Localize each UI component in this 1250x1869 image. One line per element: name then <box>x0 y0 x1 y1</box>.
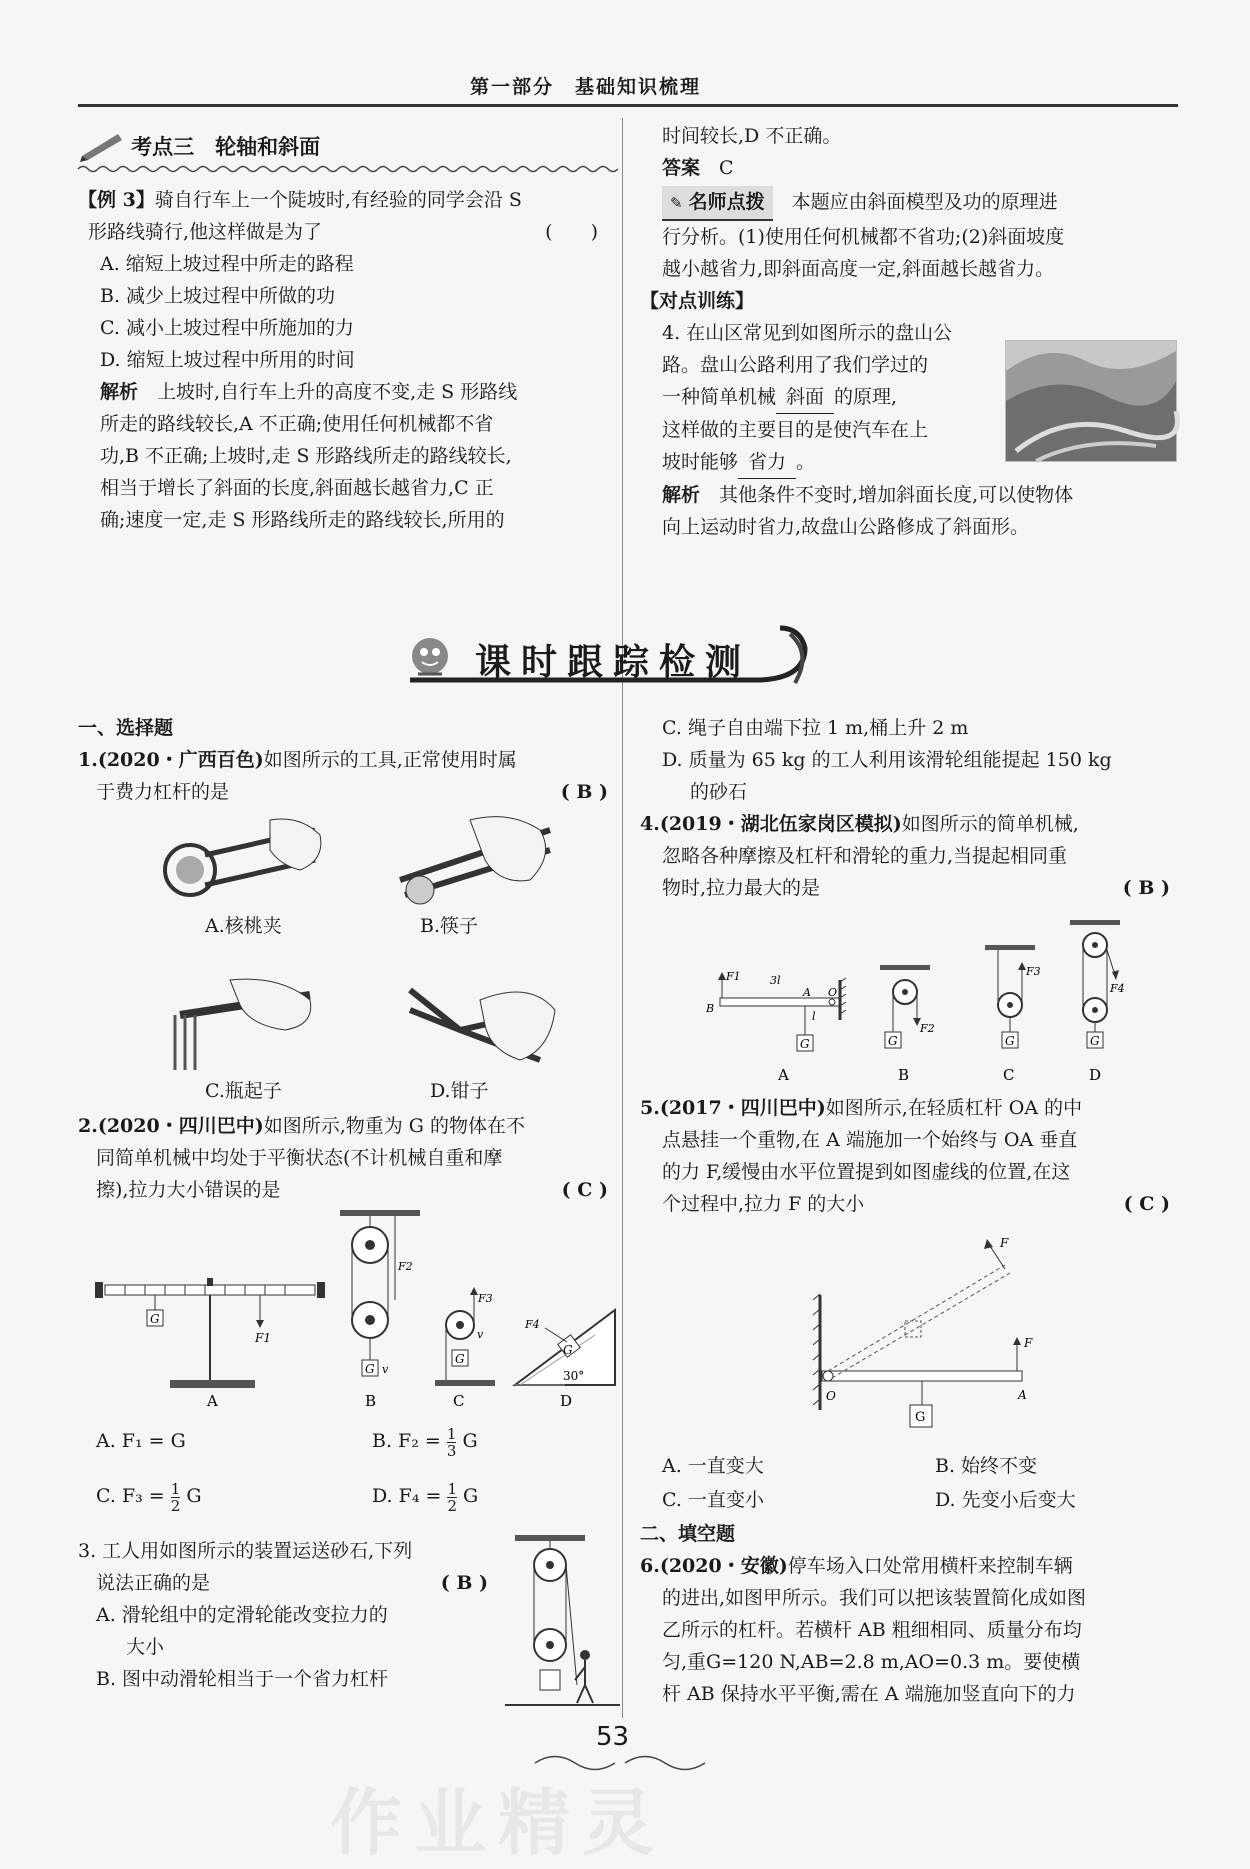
q3-option-d-2: 的砂石 <box>690 781 748 803</box>
q5-option-a: A. 一直变大 <box>662 1455 764 1477</box>
q5-option-d: D. 先变小后变大 <box>935 1489 1076 1511</box>
column-divider <box>622 118 623 1718</box>
q4-line-3: 物时,拉力最大的是 <box>662 877 821 899</box>
nutcracker-image <box>150 810 330 910</box>
q4-b-weight: G <box>888 1034 898 1048</box>
q2-figure <box>95 1210 625 1410</box>
q6-line-4: 匀,重G=120 N,AB=2.8 m,AO=0.3 m。要使横 <box>662 1651 1081 1673</box>
q6-line-1: 停车场入口处常用横杆来控制车辆 <box>787 1555 1073 1577</box>
q4-fig-d <box>1070 920 1125 1084</box>
tips-tag: 名师点拨 <box>688 191 765 213</box>
example3-option-a: A. 缩短上坡过程中所走的路程 <box>100 253 354 275</box>
q5-source: 5.(2017・四川巴中) <box>640 1097 826 1119</box>
example3-q2: 形路线骑行,他这样做是为了 <box>88 221 323 243</box>
training-q4-e-post: 。 <box>796 451 816 473</box>
q2-source: 2.(2020・四川巴中) <box>78 1115 264 1137</box>
q5-line-3: 的力 F,缓慢由水平位置提到如图虚线的位置,在这 <box>662 1161 1071 1183</box>
q2-option-b-frac <box>447 1426 457 1459</box>
q2-c-force: F3 <box>478 1292 493 1305</box>
q1-label-a: A.核桃夹 <box>205 915 282 937</box>
page-number: 53 <box>596 1722 630 1752</box>
chopsticks-image <box>390 810 560 910</box>
section-title: 课时跟踪检测 <box>475 641 752 683</box>
q3-option-c: C. 绳子自由端下拉 1 m,桶上升 2 m <box>662 717 969 739</box>
q2-fig-d <box>515 1310 615 1410</box>
q5-force-f: F <box>1024 1336 1033 1350</box>
q1-label-c: C.瓶起子 <box>205 1080 282 1102</box>
q2-fig-d-label: D <box>560 1392 573 1410</box>
q4-d-force: F4 <box>1110 982 1125 995</box>
pencil-icon <box>78 128 126 164</box>
example3-analysis-3: 功,B 不正确;上坡时,走 S 形路线所走的路线较长, <box>100 445 512 467</box>
q4-d-weight: G <box>1090 1034 1100 1048</box>
q4-fig-a-label: A <box>778 1066 789 1084</box>
q4-figure <box>700 920 1125 1090</box>
training-q4-c-post: 的原理, <box>834 386 898 408</box>
example3-analysis-tag: 解析 <box>100 381 139 403</box>
q4-a-point-b: B <box>706 1002 715 1015</box>
q1-answer: ( B ) <box>560 781 608 803</box>
q1-line-2: 于费力杠杆的是 <box>96 781 230 803</box>
q4-c-force: F3 <box>1026 965 1041 978</box>
training-blank-2: 省力 <box>738 446 796 479</box>
q2-answer: ( C ) <box>561 1179 608 1201</box>
q5-option-c: C. 一直变小 <box>662 1489 764 1511</box>
q1-line-1: 如图所示的工具,正常使用时属 <box>263 749 517 771</box>
right-top-block <box>640 120 1180 543</box>
training-tag: 【对点训练】 <box>640 290 755 312</box>
example3-answer: C <box>719 157 734 179</box>
q3-option-d-1: D. 质量为 65 kg 的工人利用该滑轮组能提起 150 kg <box>662 749 1112 771</box>
section3-title: 考点三 轮轴和斜面 <box>131 134 321 159</box>
q2-option-d-den: 2 <box>447 1496 457 1515</box>
example3-analysis-1: 上坡时,自行车上升的高度不变,走 S 形路线 <box>157 381 518 403</box>
pliers-image <box>400 970 560 1080</box>
training-q4-c-pre: 一种简单机械 <box>662 386 777 408</box>
q2-option-c <box>96 1480 202 1514</box>
q1-label-b: B.筷子 <box>420 915 479 937</box>
training-blank-1: 斜面 <box>776 381 834 414</box>
example3-q1: 骑自行车上一个陡坡时,有经验的同学会沿 S <box>154 189 522 211</box>
q4-a-arm: l <box>812 1010 816 1023</box>
q5-force-f-top: F <box>1000 1236 1009 1250</box>
q5-lever-figure <box>810 1235 1070 1440</box>
q2-a-force: F1 <box>255 1331 271 1345</box>
tips-line-2: 行分析。(1)使用任何机械都不省功;(2)斜面坡度 <box>662 226 1065 248</box>
q5-block <box>640 1092 1180 1220</box>
q4-a-point-a: A <box>803 986 811 999</box>
q2-fig-c <box>435 1287 495 1410</box>
q2-line-1: 如图所示,物重为 G 的物体在不 <box>263 1115 526 1137</box>
q5-point-o: O <box>826 1389 836 1403</box>
part2-heading: 二、填空题 <box>640 1523 736 1545</box>
q5-option-b: B. 始终不变 <box>935 1455 1038 1477</box>
q3-option-a-2: 大小 <box>126 1636 165 1658</box>
q4-line-2: 忽略各种摩擦及杠杆和滑轮的重力,当提起相同重 <box>662 845 1068 867</box>
q2-option-c-post: G <box>186 1485 202 1507</box>
q5-answer: ( C ) <box>1123 1193 1170 1215</box>
example3-option-d: D. 缩短上坡过程中所用的时间 <box>100 349 355 371</box>
q2-option-a: A. F₁ = G <box>96 1430 186 1452</box>
q4-source: 4.(2019・湖北伍家岗区模拟) <box>640 813 902 835</box>
training-q4-e-pre: 坡时能够 <box>662 451 739 473</box>
q6-line-5: 杆 AB 保持水平平衡,需在 A 端施加竖直向下的力 <box>662 1683 1076 1705</box>
q2-option-b-pre: B. F₂ = <box>372 1430 441 1452</box>
q2-line-3: 擦),拉力大小错误的是 <box>96 1179 281 1201</box>
q5-point-a: A <box>1018 1388 1027 1402</box>
example3-tag: 【例 3】 <box>78 189 155 211</box>
q2-option-c-num: 1 <box>170 1479 181 1498</box>
q2-block <box>78 1110 618 1206</box>
q3-block <box>78 1535 498 1695</box>
training-analysis-2: 向上运动时省力,故盘山公路修成了斜面形。 <box>662 516 1030 538</box>
part2-block <box>640 1518 1180 1710</box>
q3-line-2: 说法正确的是 <box>96 1572 211 1594</box>
q6-line-2: 的进出,如图甲所示。我们可以把该装置简化成如图 <box>662 1587 1087 1609</box>
q3-option-a-1: A. 滑轮组中的定滑轮能改变拉力的 <box>96 1604 388 1626</box>
watermark: 作业精灵 <box>330 1780 667 1865</box>
q4-a-force: F1 <box>726 970 741 983</box>
part1-heading: 一、选择题 <box>78 717 174 739</box>
q2-fig-b-label: B <box>365 1392 377 1410</box>
tips-line-3: 越小越省力,即斜面高度一定,斜面越长越省力。 <box>662 258 1055 280</box>
example3-analysis-6: 时间较长,D 不正确。 <box>662 125 842 147</box>
training-analysis-tag: 解析 <box>662 484 701 506</box>
q4-a-length: 3l <box>770 974 781 987</box>
q4-a-weight: G <box>800 1037 810 1051</box>
q4-b-force: F2 <box>920 1022 935 1035</box>
q4-answer: ( B ) <box>1122 877 1170 899</box>
q2-c-velocity: v <box>477 1328 484 1341</box>
q2-b-force: F2 <box>398 1260 413 1273</box>
q2-option-d-frac <box>447 1481 457 1514</box>
section3-heading <box>78 128 320 164</box>
q3-answer: ( B ) <box>440 1572 488 1594</box>
wave-divider <box>78 164 618 174</box>
q2-fig-a-label: A <box>207 1392 218 1410</box>
bottle-opener-image <box>170 975 320 1075</box>
example3-analysis-4: 相当于增长了斜面的长度,斜面越长越省力,C 正 <box>100 477 494 499</box>
q5-line-2: 点悬挂一个重物,在 A 端施加一个始终与 OA 垂直 <box>662 1129 1078 1151</box>
q3-pulley-figure <box>505 1535 620 1710</box>
q5-line-1: 如图所示,在轻质杠杆 OA 的中 <box>825 1097 1083 1119</box>
q5-weight: G <box>915 1410 926 1425</box>
q2-option-b-num: 1 <box>446 1424 457 1443</box>
q1-source: 1.(2020・广西百色) <box>78 749 264 771</box>
q2-fig-a <box>95 1278 325 1410</box>
section-band <box>400 628 820 688</box>
q2-option-b-post: G <box>462 1430 478 1452</box>
example3-option-c: C. 减小上坡过程中所施加的力 <box>100 317 354 339</box>
q2-d-angle: 30° <box>563 1369 585 1383</box>
q2-b-velocity: v <box>382 1363 389 1376</box>
q2-d-weight: G <box>563 1343 573 1357</box>
q5-line-4: 个过程中,拉力 F 的大小 <box>662 1193 865 1215</box>
page-header: 第一部分 基础知识梳理 <box>470 76 702 98</box>
example3-answer-tag: 答案 <box>662 157 701 179</box>
q2-fig-c-label: C <box>453 1392 465 1410</box>
right-lower-block <box>640 712 1180 904</box>
q4-a-point-o: O <box>828 986 838 999</box>
q4-line-1: 如图所示的简单机械, <box>901 813 1079 835</box>
q2-option-b <box>372 1425 478 1459</box>
q4-c-weight: G <box>1005 1034 1015 1048</box>
q2-option-d-pre: D. F₄ = <box>372 1485 442 1507</box>
q2-d-force: F4 <box>525 1318 540 1331</box>
q2-a-weight: G <box>150 1312 160 1326</box>
q4-fig-b-label: B <box>898 1066 910 1084</box>
q4-fig-b <box>880 965 935 1084</box>
q2-option-c-pre: C. F₃ = <box>96 1485 165 1507</box>
q2-line-2: 同简单机械中均处于平衡状态(不计机械自重和摩 <box>96 1147 503 1169</box>
q6-source: 6.(2020・安徽) <box>640 1555 788 1577</box>
tips-line-1: 本题应由斜面模型及功的原理进 <box>791 191 1058 213</box>
q6-line-3: 乙所示的杠杆。若横杆 AB 粗细相同、质量分布均 <box>662 1619 1082 1641</box>
q4-fig-d-label: D <box>1089 1066 1102 1084</box>
example3-block <box>78 184 618 536</box>
example3-analysis-5: 确;速度一定,走 S 形路线所走的路线较长,所用的 <box>100 509 505 531</box>
example3-analysis-2: 所走的路线较长,A 不正确;使用任何机械都不省 <box>100 413 494 435</box>
q3-option-b: B. 图中动滑轮相当于一个省力杠杆 <box>96 1668 389 1690</box>
q2-option-d <box>372 1480 478 1514</box>
q4-fig-c <box>985 945 1041 1084</box>
q2-option-b-den: 3 <box>446 1441 457 1460</box>
training-q4-d: 这样做的主要目的是使汽车在上 <box>662 419 929 441</box>
q2-option-c-frac <box>171 1481 181 1514</box>
q2-c-weight: G <box>455 1352 465 1366</box>
tips-badge <box>662 186 773 221</box>
tips-icon: ✎ <box>670 194 683 212</box>
q2-option-c-den: 2 <box>170 1496 181 1515</box>
training-analysis-1: 其他条件不变时,增加斜面长度,可以使物体 <box>719 484 1074 506</box>
mountain-road-photo <box>1005 340 1177 462</box>
training-q4-a: 4. 在山区常见到如图所示的盘山公 <box>662 322 953 344</box>
part1-block <box>78 712 618 808</box>
q2-b-weight: G <box>365 1362 375 1376</box>
header-rule <box>78 104 1178 107</box>
q3-line-1: 3. 工人用如图所示的装置运送砂石,下列 <box>78 1540 413 1562</box>
q4-fig-a <box>705 970 846 1084</box>
mascot-icon <box>400 628 460 688</box>
q4-fig-c-label: C <box>1003 1066 1015 1084</box>
example3-option-b: B. 减少上坡过程中所做的功 <box>100 285 336 307</box>
q2-option-d-num: 1 <box>447 1479 457 1498</box>
example3-bracket: ( ) <box>545 221 598 243</box>
q2-fig-b <box>340 1210 420 1410</box>
training-q4-b: 路。盘山公路利用了我们学过的 <box>662 354 929 376</box>
q2-option-d-post: G <box>463 1485 479 1507</box>
q1-label-d: D.钳子 <box>430 1080 489 1102</box>
